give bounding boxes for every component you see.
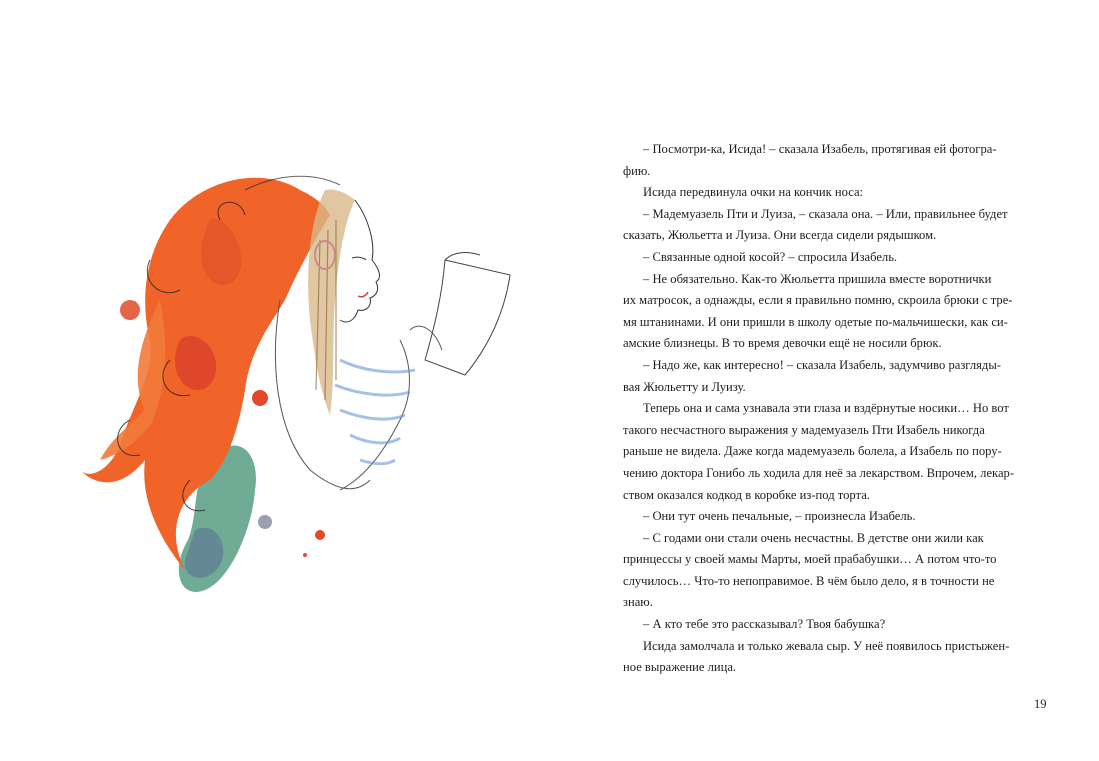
text-line: – Посмотри-ка, Исида! – сказала Изабель, протягивая ей фотогра- [643,142,997,156]
text-line: случилось… Что-то непоправимое. В чём было дело, я в точности не [623,573,995,588]
text-line: мя штанинами. И они пришли в школу одетые по-мальчишески, как си- [623,314,1008,329]
text-line: их матросок, а однажды, если я правильно помню, скроила брюки с тре- [623,293,1013,308]
text-line: – Связанные одной косой? – спросила Изабель. [643,249,898,264]
text-line: – Они тут очень печальные, – произнесла Изабель. [643,509,916,524]
text-line: чению доктора Гонибо ль ходила для неё за лекарством. Впрочем, лекар- [623,465,1015,480]
text-line: ное выражение лица. [623,660,737,675]
text-line: ством оказался кодкод в коробке из-под торта. [623,487,870,502]
text-line: – Надо же, как интересно! – сказала Изабель, задумчиво разгляды- [643,357,1001,372]
text-line: амские близнецы. В то время девочки ещё не носили брюк. [623,336,942,351]
text-line: – С годами они стали очень несчастны. В детстве они жили как [643,530,984,545]
text-line: – Мадемуазель Пти и Луиза, – сказала она. – Или, правильнее будет [643,206,1008,221]
text-line: сказать, Жюльетта и Луиза. Они всегда сидели рядышком. [623,228,937,243]
text-line: – А кто тебе это рассказывал? Твоя бабушка? [643,617,886,632]
page-number: 19 [1034,697,1047,711]
body-text [623,139,1015,679]
text-line: знаю. [623,595,653,610]
watercolor-illustration [70,160,530,605]
text-line: вая Жюльетту и Луизу. [623,379,746,394]
text-line: фию. [623,163,651,178]
text-line: – Не обязательно. Как-то Жюльетта пришила вместе воротнички [643,271,992,286]
text-line: принцессы у своей мамы Марты, моей прабабушки… А потом что-то [623,552,997,567]
text-line: Исида замолчала и только жевала сыр. У неё появилось пристыжен- [643,638,1010,653]
text-line: раньше не видела. Даже когда мадемуазель болела, а Изабель по пору- [623,444,1002,459]
text-line: такого несчастного выражения у мадемуазель Пти Изабель никогда [623,422,985,437]
woman-with-photo-drawing [70,160,530,605]
text-line: Теперь она и сама узнавала эти глаза и вздёрнутые носики… Но вот [643,401,1009,416]
text-line: Исида передвинула очки на кончик носа: [643,185,864,200]
